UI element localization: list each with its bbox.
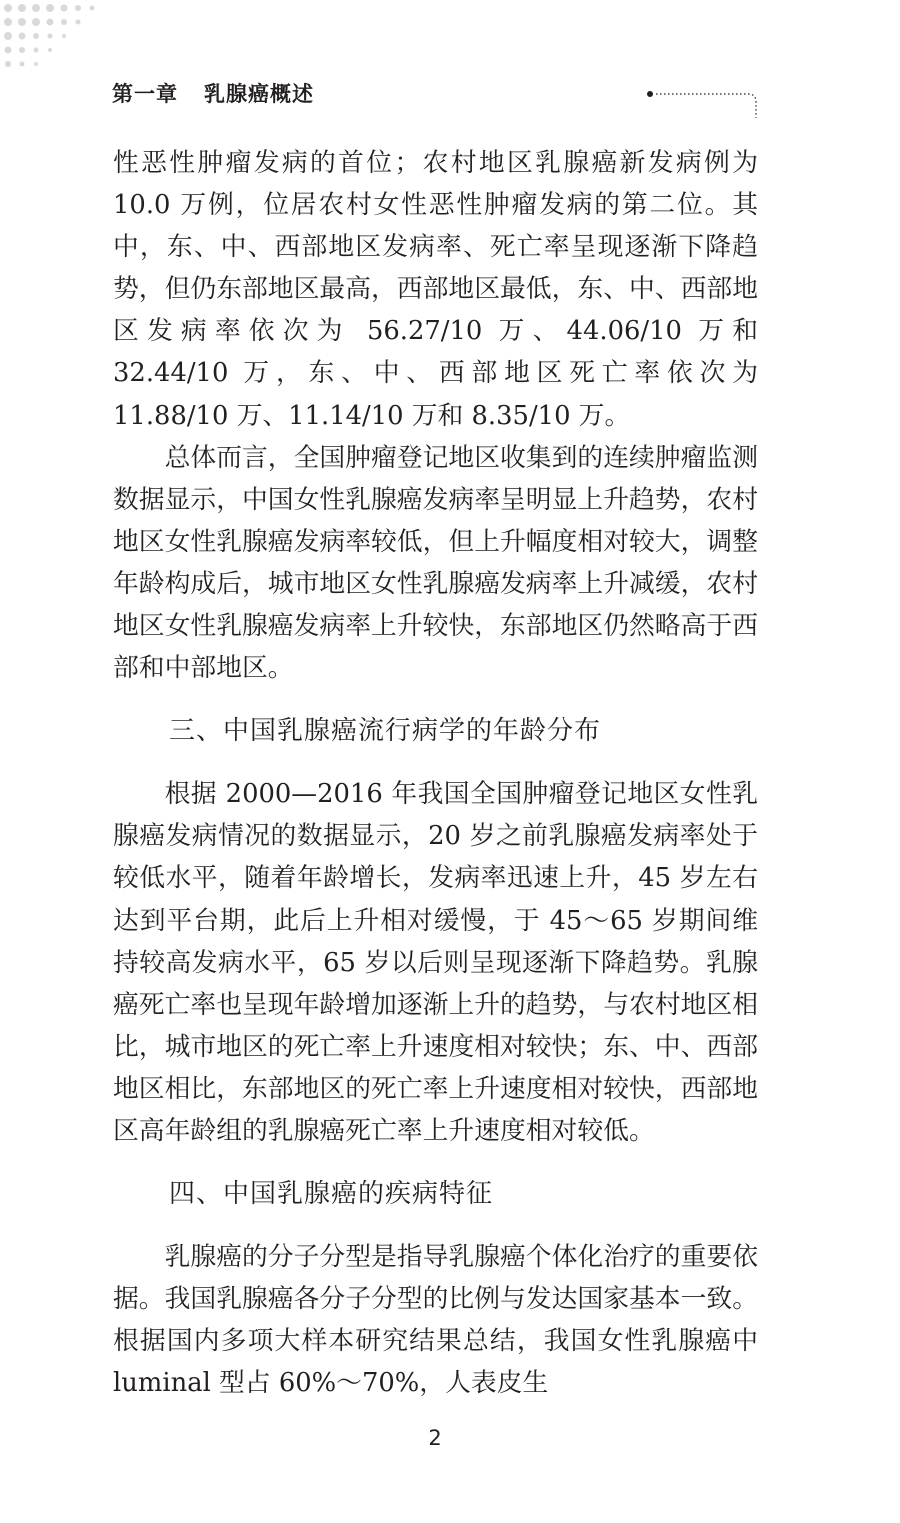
paragraph: 乳腺癌的分子分型是指导乳腺癌个体化治疗的重要依据。我国乳腺癌各分子分型的比例与发达国家基本一致。根据国内多项大样本研究结果总结，我国女性乳腺癌中 luminal 型占 60%～70%，人表皮生 [113, 1242, 758, 1399]
page-number: 2 [428, 1426, 442, 1450]
paragraph: 根据 2000—2016 年我国全国肿瘤登记地区女性乳腺癌发病情况的数据显示，20 岁之前乳腺癌发病率处于较低水平，随着年龄增长，发病率迅速上升，45 岁左右达到平台期，此后上升相对缓慢，于 45～65 岁期间维持较高发病水平，65 岁以后则呈现逐渐下降趋势。乳腺癌死亡率也呈现年龄增加逐渐上升的趋势，与农村地区相比，城市地区的死亡率上升速度相对较快；东、中、西部地区相比，东部地区的死亡率上升速度相对较快，西部地区高年龄组的乳腺癌死亡率上升速度相对较低。 [113, 779, 758, 1146]
chapter-number: 第一章 [112, 82, 178, 106]
section-heading: 三、中国乳腺癌流行病学的年龄分布 [169, 716, 602, 747]
body-text [113, 142, 758, 1404]
paragraph: 总体而言，全国肿瘤登记地区收集到的连续肿瘤监测数据显示，中国女性乳腺癌发病率呈明显上升趋势，农村地区女性乳腺癌发病率较低，但上升幅度相对较大，调整年龄构成后，城市地区女性乳腺癌发病率上升减缓，农村地区女性乳腺癌发病率上升较快，东部地区仍然略高于西部和中部地区。 [113, 442, 758, 684]
paragraph: 性恶性肿瘤发病的首位；农村地区乳腺癌新发病例为10.0 万例，位居农村女性恶性肿瘤发病的第二位。其中，东、中、西部地区发病率、死亡率呈现逐渐下降趋势，但仍东部地区最高，西部地区最低，东、中、西部地区发病率依次为 56.27/10 万、44.06/10 万和 32.44/10 万，东、中、西部地区死亡率依次为 11.88/10 万、11.14/10 万和 8.35/10 万。 [113, 148, 758, 431]
section-heading: 四、中国乳腺癌的疾病特征 [169, 1179, 494, 1210]
running-header [112, 78, 314, 108]
header-dotted-rule [640, 84, 760, 118]
dot-pattern-decoration [0, 0, 110, 80]
chapter-title: 乳腺癌概述 [204, 82, 314, 106]
